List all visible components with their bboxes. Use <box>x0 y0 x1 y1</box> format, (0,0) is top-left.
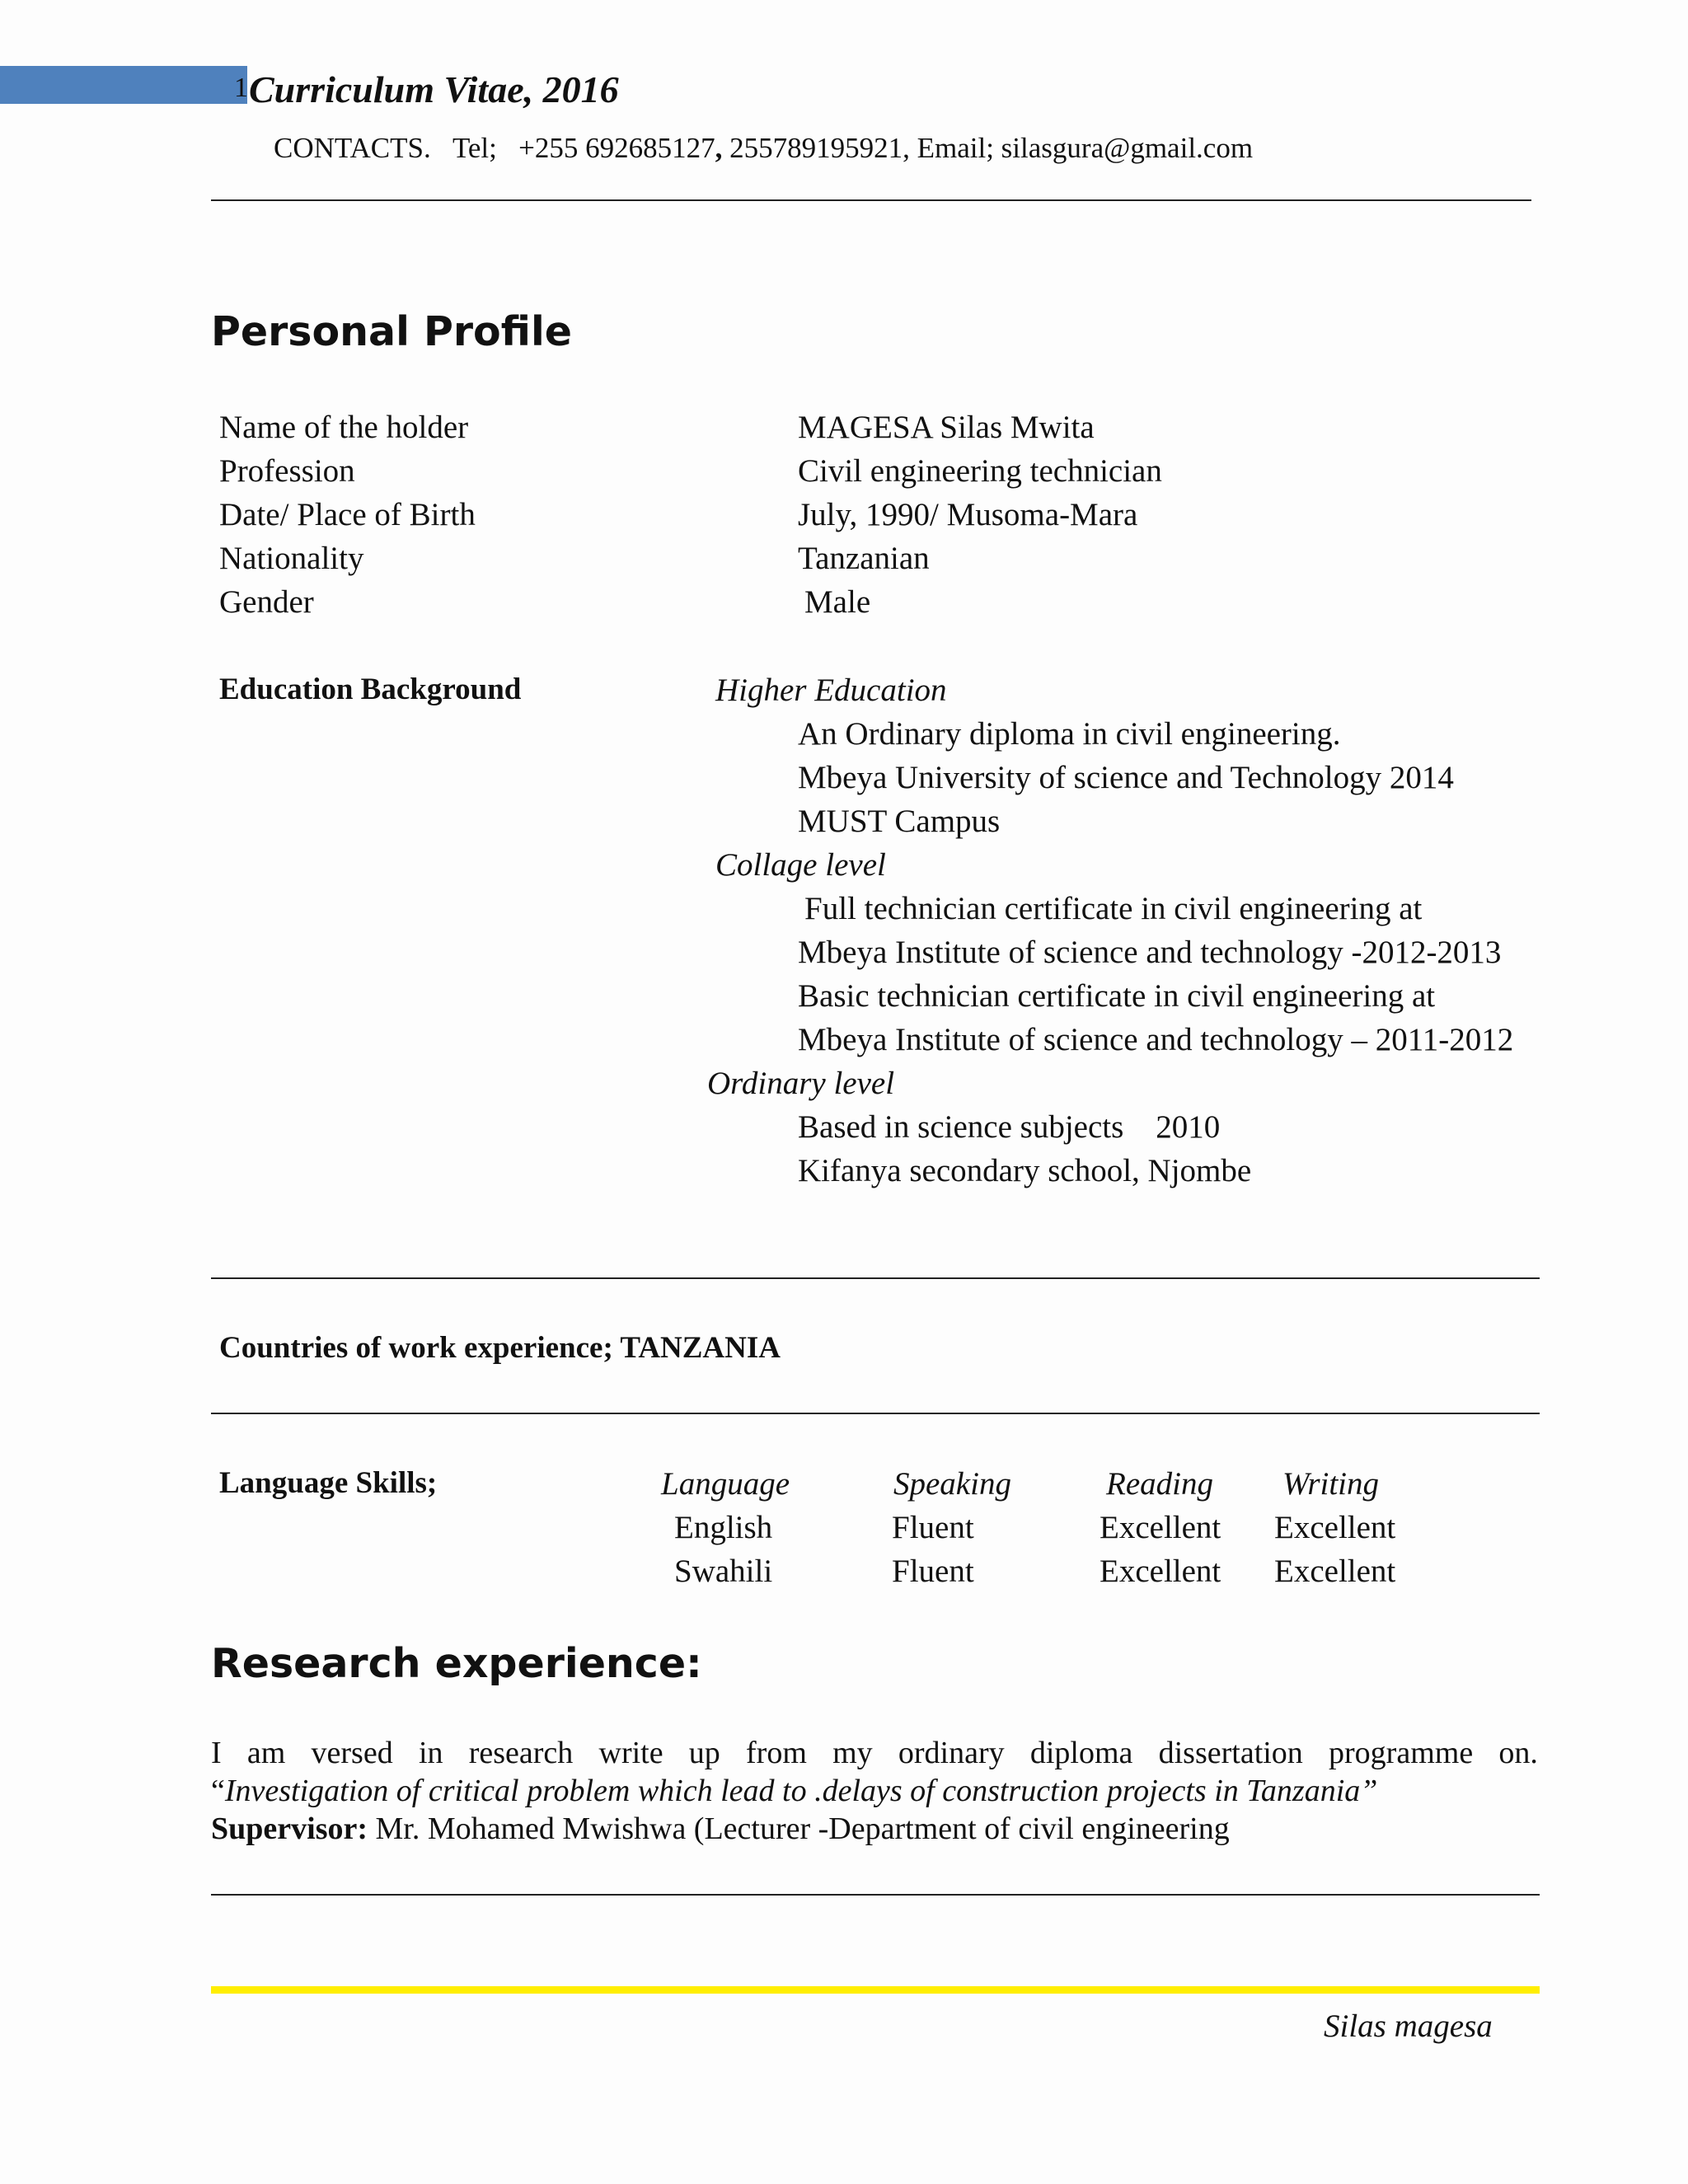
college-level-line: Full technician certificate in civil engineering at <box>804 891 1423 926</box>
section-divider <box>211 1413 1540 1414</box>
language-skills-label: Language Skills; <box>219 1466 438 1500</box>
speaking-column-header: Speaking <box>893 1466 1011 1502</box>
college-level-line: Mbeya Institute of science and technology – 2011-2012 <box>798 1022 1514 1057</box>
education-label: Education Background <box>219 673 522 706</box>
higher-education-line: An Ordinary diploma in civil engineering. <box>798 716 1341 752</box>
open-quote: “ <box>211 1774 225 1808</box>
reading-cell: Excellent <box>1100 1554 1221 1589</box>
writing-cell: Excellent <box>1274 1554 1396 1589</box>
higher-education-line: Mbeya University of science and Technology 2014 <box>798 760 1454 795</box>
section-divider <box>211 1894 1540 1896</box>
ordinary-level-line: Kifanya secondary school, Njombe <box>798 1153 1252 1188</box>
ordinary-level-line: Based in science subjects 2010 <box>798 1109 1221 1145</box>
profile-value-profession: Civil engineering technician <box>798 453 1162 489</box>
page-number: 1 <box>234 73 248 103</box>
research-word: up <box>688 1736 720 1770</box>
supervisor-line <box>211 1810 1538 1848</box>
profile-label-nationality: Nationality <box>219 541 364 576</box>
writing-column-header: Writing <box>1282 1466 1380 1502</box>
research-line-1 <box>211 1734 1538 1772</box>
research-word: ordinary <box>898 1736 1005 1770</box>
research-word: diploma <box>1029 1736 1133 1770</box>
research-word: am <box>246 1736 286 1770</box>
profile-label-profession: Profession <box>219 453 355 489</box>
speaking-cell: Fluent <box>892 1554 974 1589</box>
research-line-2 <box>211 1772 1538 1810</box>
phone-primary: +255 692685127 <box>518 132 715 164</box>
research-word: research <box>468 1736 574 1770</box>
profile-value-nationality: Tanzanian <box>798 541 930 576</box>
reading-column-header: Reading <box>1106 1466 1213 1502</box>
research-word: I <box>211 1736 222 1770</box>
language-cell: English <box>674 1510 773 1545</box>
supervisor-label: Supervisor: <box>211 1811 368 1846</box>
personal-profile-heading: Personal Profile <box>211 308 573 355</box>
speaking-cell: Fluent <box>892 1510 974 1545</box>
profile-value-name: MAGESA Silas Mwita <box>798 410 1095 445</box>
countries-of-work: Countries of work experience; TANZANIA <box>219 1331 781 1365</box>
profile-label-gender: Gender <box>219 584 314 620</box>
research-experience-heading: Research experience: <box>211 1640 702 1687</box>
research-paragraph <box>211 1734 1538 1848</box>
document-title: Curriculum Vitae, 2016 <box>249 68 619 110</box>
language-cell: Swahili <box>674 1554 773 1589</box>
profile-label-name: Name of the holder <box>219 410 469 445</box>
research-word: write <box>598 1736 663 1770</box>
profile-value-birth: July, 1990/ Musoma-Mara <box>798 497 1138 532</box>
college-level-heading: Collage level <box>715 847 886 883</box>
college-level-line: Mbeya Institute of science and technology -2012-2013 <box>798 935 1502 970</box>
research-word: on. <box>1498 1736 1538 1770</box>
reading-cell: Excellent <box>1100 1510 1221 1545</box>
research-title: Investigation of critical problem which lead to .delays of construction projects in Tanzania” <box>224 1774 1378 1808</box>
research-word: in <box>418 1736 443 1770</box>
profile-value-gender: Male <box>804 584 871 620</box>
ordinary-level-heading: Ordinary level <box>707 1066 895 1101</box>
language-column-header: Language <box>661 1466 790 1502</box>
contacts-label: CONTACTS. <box>274 132 431 164</box>
section-divider <box>211 1277 1540 1279</box>
research-word: dissertation <box>1158 1736 1303 1770</box>
writing-cell: Excellent <box>1274 1510 1396 1545</box>
research-word: programme <box>1329 1736 1474 1770</box>
research-word: my <box>832 1736 873 1770</box>
higher-education-line: MUST Campus <box>798 804 1001 839</box>
phone-secondary-email: 255789195921, Email; silasgura@gmail.com <box>722 132 1254 164</box>
profile-label-birth: Date/ Place of Birth <box>219 497 476 532</box>
phone-separator: , <box>715 132 723 164</box>
footer-author: Silas magesa <box>1324 2008 1493 2044</box>
supervisor-name: Mr. Mohamed Mwishwa (Lecturer -Department of civil engineering <box>368 1811 1230 1846</box>
header-tab-bar <box>0 66 247 104</box>
college-level-line: Basic technician certificate in civil engineering at <box>798 978 1436 1014</box>
research-word: from <box>746 1736 807 1770</box>
tel-label: Tel; <box>452 132 497 164</box>
higher-education-heading: Higher Education <box>715 673 947 708</box>
header-divider <box>211 199 1531 201</box>
contacts-line <box>274 132 1253 165</box>
footer-yellow-rule <box>211 1986 1540 1994</box>
research-word: versed <box>311 1736 393 1770</box>
